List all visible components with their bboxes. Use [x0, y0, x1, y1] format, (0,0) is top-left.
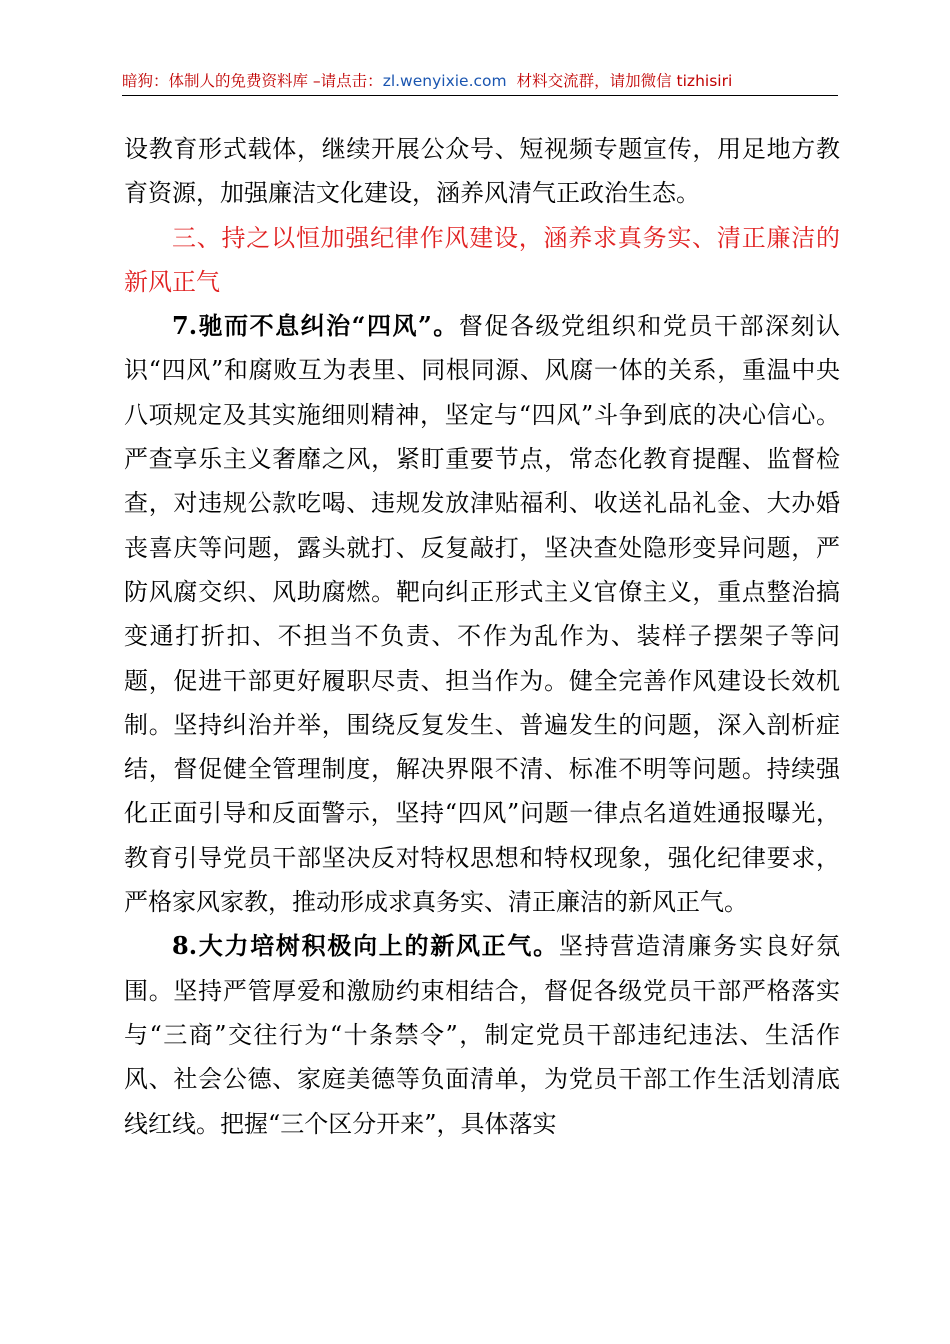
section-heading-3: 三、持之以恒加强纪律作风建设，涵养求真务实、清正廉洁的新风正气	[124, 223, 840, 296]
item-7-body: 督促各级党组织和党员干部深刻认识“四风”和腐败互为表里、同根同源、风腐一体的关系，重温中央八项规定及其实施细则精神，坚定与“四风”斗争到底的决心信心。严查享乐主义奢靡之风，紧盯重要节点，常态化教育提醒、监督检查，对违规公款吃喝、违规发放津贴福利、收送礼品礼金、大办婚丧喜庆等问题，露头就打、反复敲打，坚决查处隐形变异问题，严防风腐交织、风助腐燃。靶向纠正形式主义官僚主义，重点整治搞变通打折扣、不担当不负责、不作为乱作为、装样子摆架子等问题，促进干部更好履职尽责、担当作为。健全完善作风建设长效机制。坚持纠治并举，围绕反复发生、普遍发生的问题，深入剖析症结，督促健全管理制度，解决界限不清、标准不明等问题。持续强化正面引导和反面警示，坚持“四风”问题一律点名道姓通报曝光，教育引导党员干部坚决反对特权思想和特权现象，强化纪律要求，严格家风家教，推动形成求真务实、清正廉洁的新风正气。	[124, 312, 841, 917]
header-url-link[interactable]: zl.wenyixie.com	[382, 72, 507, 90]
item-8-body: 坚持营造清廉务实良好氛围。坚持严管厚爱和激励约束相结合，督促各级党员干部严格落实与“三商”交往行为“十条禁令”，制定党员干部违纪违法、生活作风、社会公德、家庭美德等负面清单，为党员干部工作生活划清底线红线。把握“三个区分开来”，具体落实	[124, 932, 841, 1138]
paragraph-continuation: 设教育形式载体，继续开展公众号、短视频专题宣传，用足地方教育资源，加强廉洁文化建设，涵养风清气正政治生态。	[124, 135, 840, 208]
item-7-paragraph	[124, 304, 840, 924]
header-contact-note: 材料交流群，请加微信 tizhisiri	[516, 72, 733, 90]
document-body	[124, 127, 840, 1146]
item-7-title: 7.驰而不息纠治“四风”。	[172, 311, 459, 341]
item-8-title: 8.大力培树积极向上的新风正气。	[172, 931, 559, 961]
page-header	[122, 68, 838, 94]
item-8-paragraph	[124, 924, 840, 1145]
header-divider	[122, 95, 838, 96]
header-site-label: 暗狗：体制人的免费资料库 –请点击：	[122, 72, 383, 90]
